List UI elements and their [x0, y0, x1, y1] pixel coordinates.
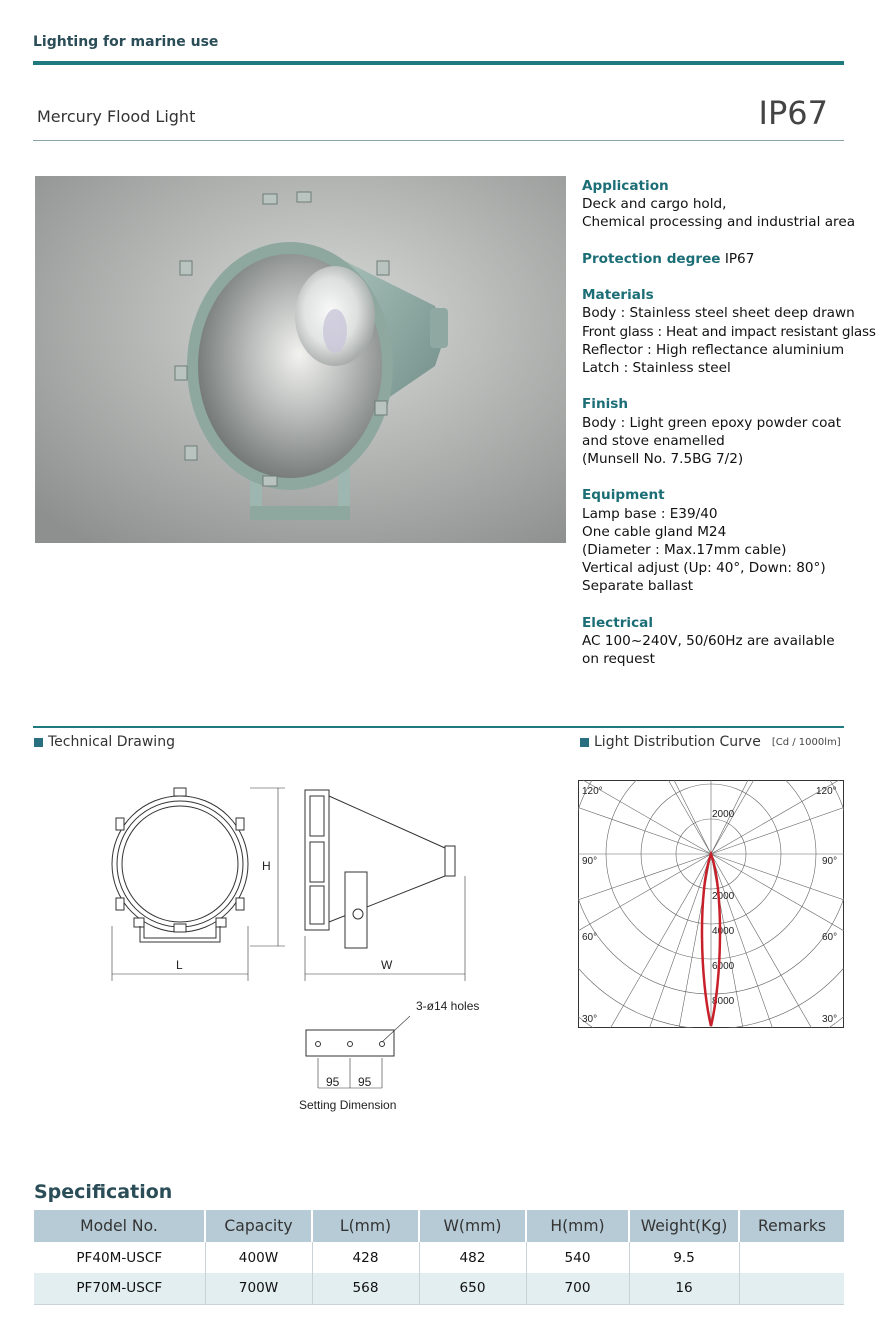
specification-title: Specification	[34, 1181, 173, 1203]
technical-drawing-label	[34, 734, 175, 750]
protection-heading: Protection degree	[582, 250, 721, 267]
dim-w-label: W	[381, 958, 393, 972]
table-cell: 540	[526, 1242, 629, 1273]
info-line: (Munsell No. 7.5BG 7/2)	[582, 451, 744, 467]
info-line: Separate ballast	[582, 578, 694, 595]
info-line: Front glass : Heat and impact resistant glass	[582, 323, 876, 340]
table-row	[34, 1242, 844, 1273]
value-label: 2000	[712, 891, 735, 902]
table-cell: 700W	[205, 1273, 312, 1304]
angle-label: 30°	[822, 1014, 838, 1025]
finish-block	[582, 395, 862, 468]
info-line: Latch : Stainless steel	[582, 360, 731, 376]
table-cell: 428	[312, 1242, 419, 1273]
application-block	[582, 177, 862, 232]
table-cell: 16	[629, 1273, 739, 1304]
info-line: Deck and cargo hold,	[582, 196, 727, 213]
info-line: and stove enamelled	[582, 432, 725, 449]
application-heading: Application	[582, 178, 669, 194]
electrical-block	[582, 614, 862, 669]
table-cell: 650	[419, 1273, 526, 1304]
info-line: (Diameter : Max.17mm cable)	[582, 542, 787, 558]
protection-value: IP67	[724, 250, 755, 267]
section-rule	[33, 726, 844, 728]
table-cell: PF70M-USCF	[34, 1273, 205, 1304]
table-header-row	[34, 1210, 844, 1242]
equipment-block	[582, 486, 862, 595]
column-header: Weight(Kg)	[629, 1210, 739, 1242]
table-cell	[739, 1273, 844, 1304]
ip-rating: IP67	[758, 94, 828, 132]
header-rule	[33, 61, 844, 65]
angle-label: 90°	[822, 856, 838, 867]
info-panel	[582, 177, 876, 687]
product-title: Mercury Flood Light	[37, 107, 196, 126]
info-line: One cable gland M24	[582, 523, 727, 540]
table-cell	[739, 1242, 844, 1273]
product-photo	[35, 176, 566, 543]
info-line: Body : Stainless steel sheet deep drawn	[582, 305, 855, 322]
dim-l-label: L	[176, 958, 183, 972]
angle-label: 120°	[816, 786, 837, 797]
table-cell: PF40M-USCF	[34, 1242, 205, 1273]
table-cell: 9.5	[629, 1242, 739, 1273]
column-header: L(mm)	[312, 1210, 419, 1242]
column-header: Model No.	[34, 1210, 205, 1242]
angle-label: 120°	[582, 786, 603, 797]
square-bullet-icon	[34, 738, 43, 747]
table-row	[34, 1273, 844, 1304]
protection-block	[582, 250, 862, 268]
value-label: 2000	[712, 809, 735, 820]
technical-drawing	[100, 776, 520, 1126]
candela-unit: [Cd / 1000lm]	[771, 736, 841, 748]
info-line: Chemical processing and industrial area	[582, 214, 856, 231]
setting-dimension-label: Setting Dimension	[299, 1098, 397, 1112]
finish-heading: Finish	[582, 396, 629, 413]
info-line: AC 100~240V, 50/60Hz are available	[582, 633, 835, 649]
info-line: Vertical adjust (Up: 40°, Down: 80°)	[582, 560, 826, 577]
light-distribution-title: Light Distribution Curve	[594, 734, 761, 750]
electrical-heading: Electrical	[582, 614, 653, 631]
angle-label: 60°	[822, 932, 838, 943]
column-header: Remarks	[739, 1210, 844, 1242]
table-cell: 400W	[205, 1242, 312, 1273]
info-line: Reflector : High reflectance aluminium	[582, 341, 845, 358]
materials-block	[582, 286, 876, 377]
light-distribution-label	[580, 734, 841, 750]
info-line: on request	[582, 651, 655, 668]
equipment-heading: Equipment	[582, 487, 665, 504]
angle-label: 30°	[582, 1014, 598, 1025]
table-cell: 568	[312, 1273, 419, 1304]
technical-drawing-title: Technical Drawing	[48, 734, 175, 750]
spacing-label: 95	[326, 1075, 340, 1089]
angle-label: 60°	[582, 932, 598, 943]
column-header: Capacity	[205, 1210, 312, 1242]
specification-table	[34, 1210, 844, 1305]
value-label: 4000	[712, 926, 735, 937]
section-tag: Lighting for marine use	[33, 34, 219, 50]
angle-label: 90°	[582, 856, 598, 867]
value-label: 8000	[712, 996, 735, 1007]
holes-label: 3-ø14 holes	[416, 999, 480, 1013]
square-bullet-icon	[580, 738, 589, 747]
info-line: Lamp base : E39/40	[582, 505, 718, 522]
spacing-label: 95	[358, 1075, 372, 1089]
table-cell: 700	[526, 1273, 629, 1304]
dim-h-label: H	[262, 859, 271, 873]
column-header: H(mm)	[526, 1210, 629, 1242]
light-distribution-chart	[578, 780, 844, 1028]
title-rule	[33, 140, 844, 141]
materials-heading: Materials	[582, 287, 654, 304]
value-label: 6000	[712, 961, 735, 972]
column-header: W(mm)	[419, 1210, 526, 1242]
table-cell: 482	[419, 1242, 526, 1273]
info-line: Body : Light green epoxy powder coat	[582, 414, 842, 431]
